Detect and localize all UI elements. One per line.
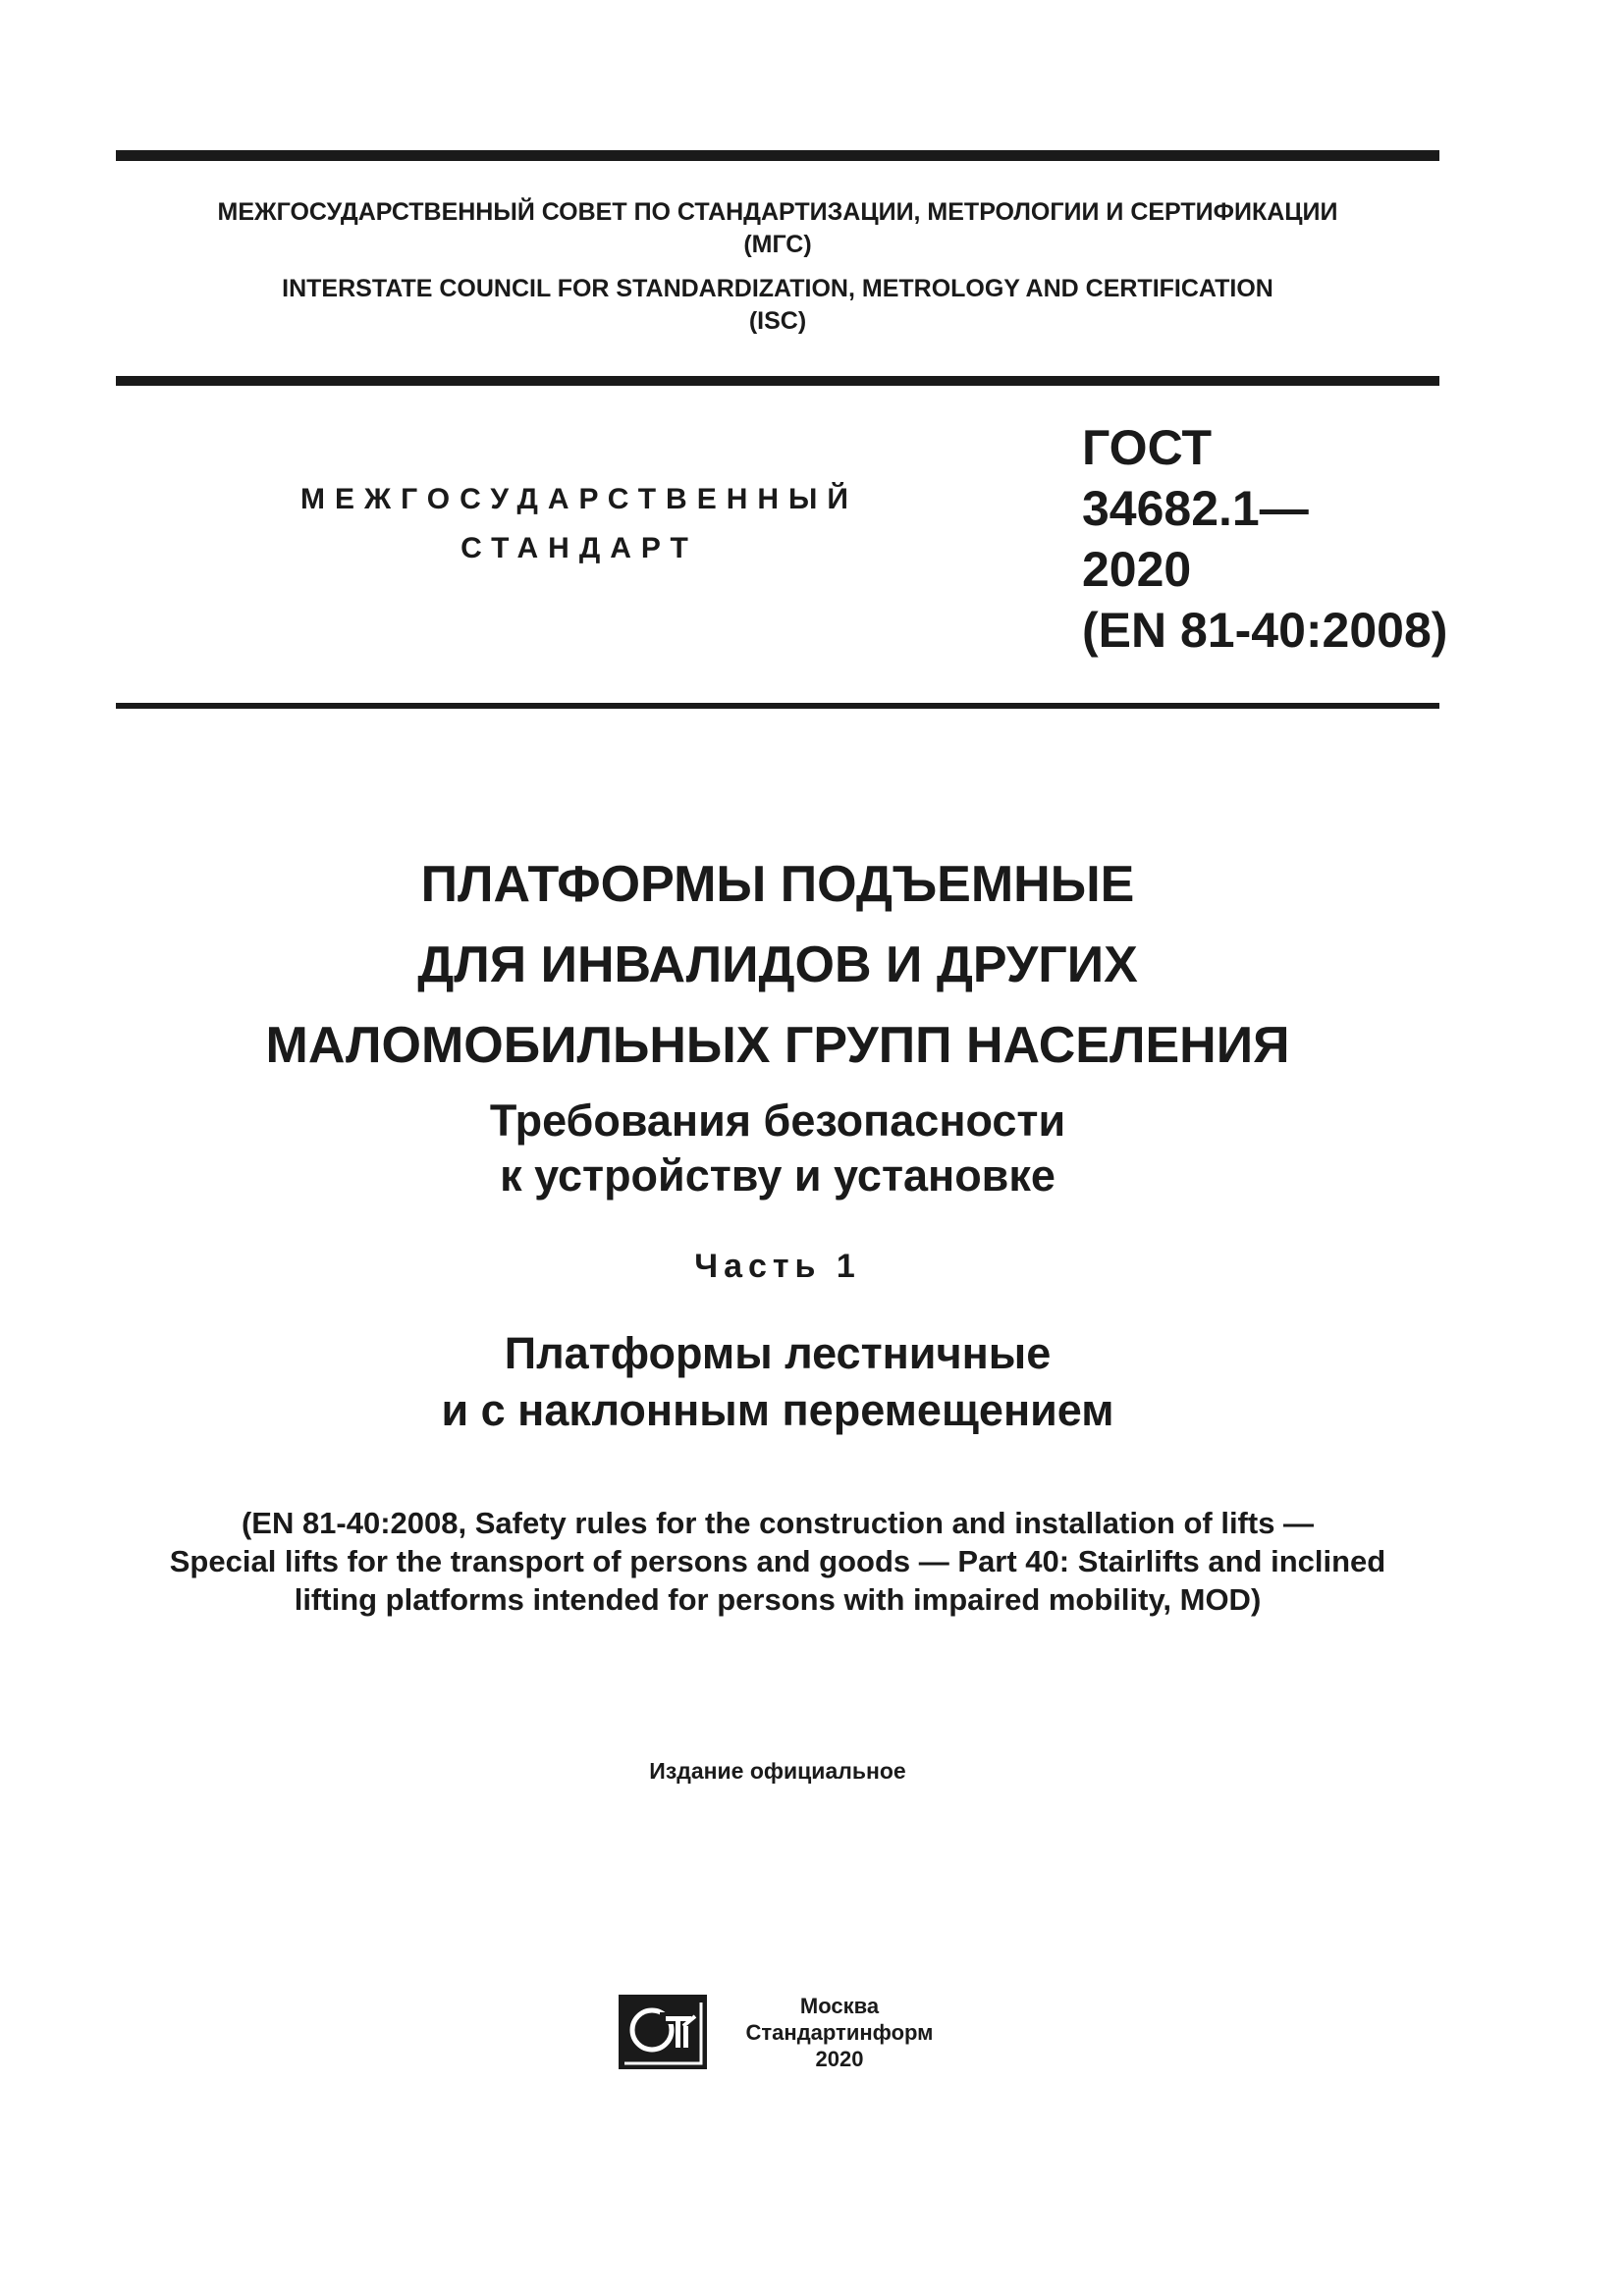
part-label: Часть 1 (694, 1248, 861, 1285)
title-line2: ДЛЯ ИНВАЛИДОВ И ДРУГИХ (417, 936, 1138, 993)
council-name-en: INTERSTATE COUNCIL FOR STANDARDIZATION, METROLOGY AND CERTIFICATION (282, 275, 1273, 302)
standard-type-line2: СТАНДАРТ (460, 532, 698, 564)
standartinform-logo-icon (617, 1993, 709, 2071)
designation-line3: 2020 (1082, 542, 1192, 597)
top-rule (116, 150, 1439, 161)
title-line1: ПЛАТФОРМЫ ПОДЪЕМНЫЕ (420, 856, 1135, 913)
council-header (116, 196, 1439, 338)
lower-rule (116, 703, 1439, 709)
publisher-block (722, 1993, 957, 2072)
publisher-name: Стандартинформ (745, 2020, 934, 2045)
designation-line4: (EN 81-40:2008) (1082, 603, 1448, 658)
en-reference-line3: lifting platforms intended for persons with impaired mobility, MOD) (294, 1582, 1262, 1617)
subtitle-line1: Требования безопасности (489, 1095, 1066, 1146)
designation-line2: 34682.1— (1082, 481, 1309, 536)
subtitle-line2: к устройству и установке (500, 1150, 1056, 1201)
document-title (116, 844, 1439, 1086)
standard-designation (1082, 417, 1447, 661)
standard-type (245, 475, 913, 573)
council-abbr-ru: (МГС) (743, 231, 812, 258)
en-reference-line1: (EN 81-40:2008, Safety rules for the construction and installation of lifts — (241, 1506, 1315, 1540)
council-name-ru: МЕЖГОСУДАРСТВЕННЫЙ СОВЕТ ПО СТАНДАРТИЗАЦИИ, МЕТРОЛОГИИ И СЕРТИФИКАЦИИ (217, 198, 1338, 226)
edition-note: Издание официальное (649, 1758, 906, 1784)
en-reference (108, 1504, 1447, 1619)
standard-type-line1: МЕЖГОСУДАРСТВЕННЫЙ (300, 483, 858, 515)
publisher-city: Москва (799, 1994, 880, 2018)
part-title-line2: и с наклонным перемещением (441, 1385, 1114, 1435)
document-subtitle (116, 1094, 1439, 1203)
middle-rule (116, 376, 1439, 386)
part-title (116, 1325, 1439, 1439)
title-line3: МАЛОМОБИЛЬНЫХ ГРУПП НАСЕЛЕНИЯ (265, 1017, 1290, 1074)
en-reference-line2: Special lifts for the transport of persons and goods — Part 40: Stairlifts and inclined (169, 1544, 1386, 1578)
designation-line1: ГОСТ (1082, 420, 1212, 475)
part-title-line1: Платформы лестничные (504, 1328, 1052, 1378)
publisher-year: 2020 (815, 2047, 864, 2071)
council-abbr-en: (ISC) (748, 307, 807, 335)
